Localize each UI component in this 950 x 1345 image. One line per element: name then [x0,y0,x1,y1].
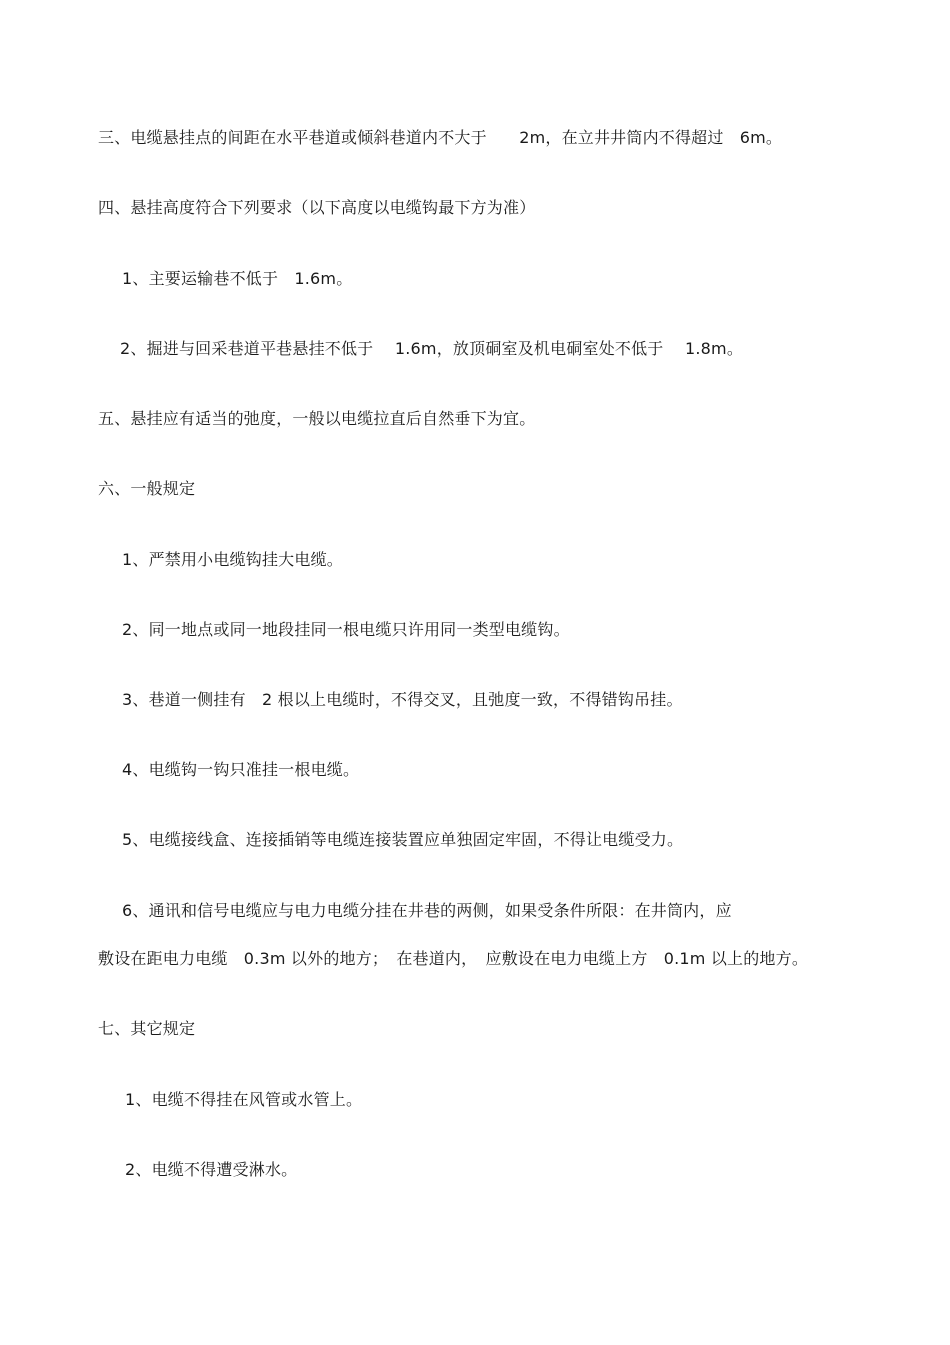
section-4-item-1: 1、主要运输巷不低于 1.6m。 [122,269,353,288]
section-4-heading: 四、悬挂高度符合下列要求（以下高度以电缆钩最下方为准） [98,198,536,217]
section-6-item-4: 4、电缆钩一钩只准挂一根电缆。 [122,760,360,779]
section-6-heading: 六、一般规定 [98,479,196,498]
section-4-item-2: 2、掘进与回采巷道平巷悬挂不低于 1.6m，放顶硐室及机电硐室处不低于 1.8m。 [120,339,744,358]
section-6-item-3: 3、巷道一侧挂有 2 根以上电缆时，不得交叉，且弛度一致，不得错钩吊挂。 [122,690,683,709]
section-7-heading: 七、其它规定 [98,1019,196,1038]
section-7-item-2: 2、电缆不得遭受淋水。 [125,1160,298,1179]
section-6-item-1: 1、严禁用小电缆钩挂大电缆。 [122,550,343,569]
section-6-item-2: 2、同一地点或同一地段挂同一根电缆只许用同一类型电缆钩。 [122,620,570,639]
section-5-sag: 五、悬挂应有适当的弛度，一般以电缆拉直后自然垂下为宜。 [98,409,536,428]
section-3-hanging-spacing: 三、电缆悬挂点的间距在水平巷道或倾斜巷道内不大于 2m，在立井井筒内不得超过 6m。 [98,128,783,147]
section-6-item-6-continued: 敷设在距电力电缆 0.3m 以外的地方； 在巷道内， 应敷设在电力电缆上方 0.1m 以上的地方。 [98,949,809,968]
section-6-item-6: 6、通讯和信号电缆应与电力电缆分挂在井巷的两侧，如果受条件所限：在井筒内，应 [122,901,732,920]
section-7-item-1: 1、电缆不得挂在风管或水管上。 [125,1090,363,1109]
section-6-item-5: 5、电缆接线盒、连接插销等电缆连接装置应单独固定牢固，不得让电缆受力。 [122,830,684,849]
